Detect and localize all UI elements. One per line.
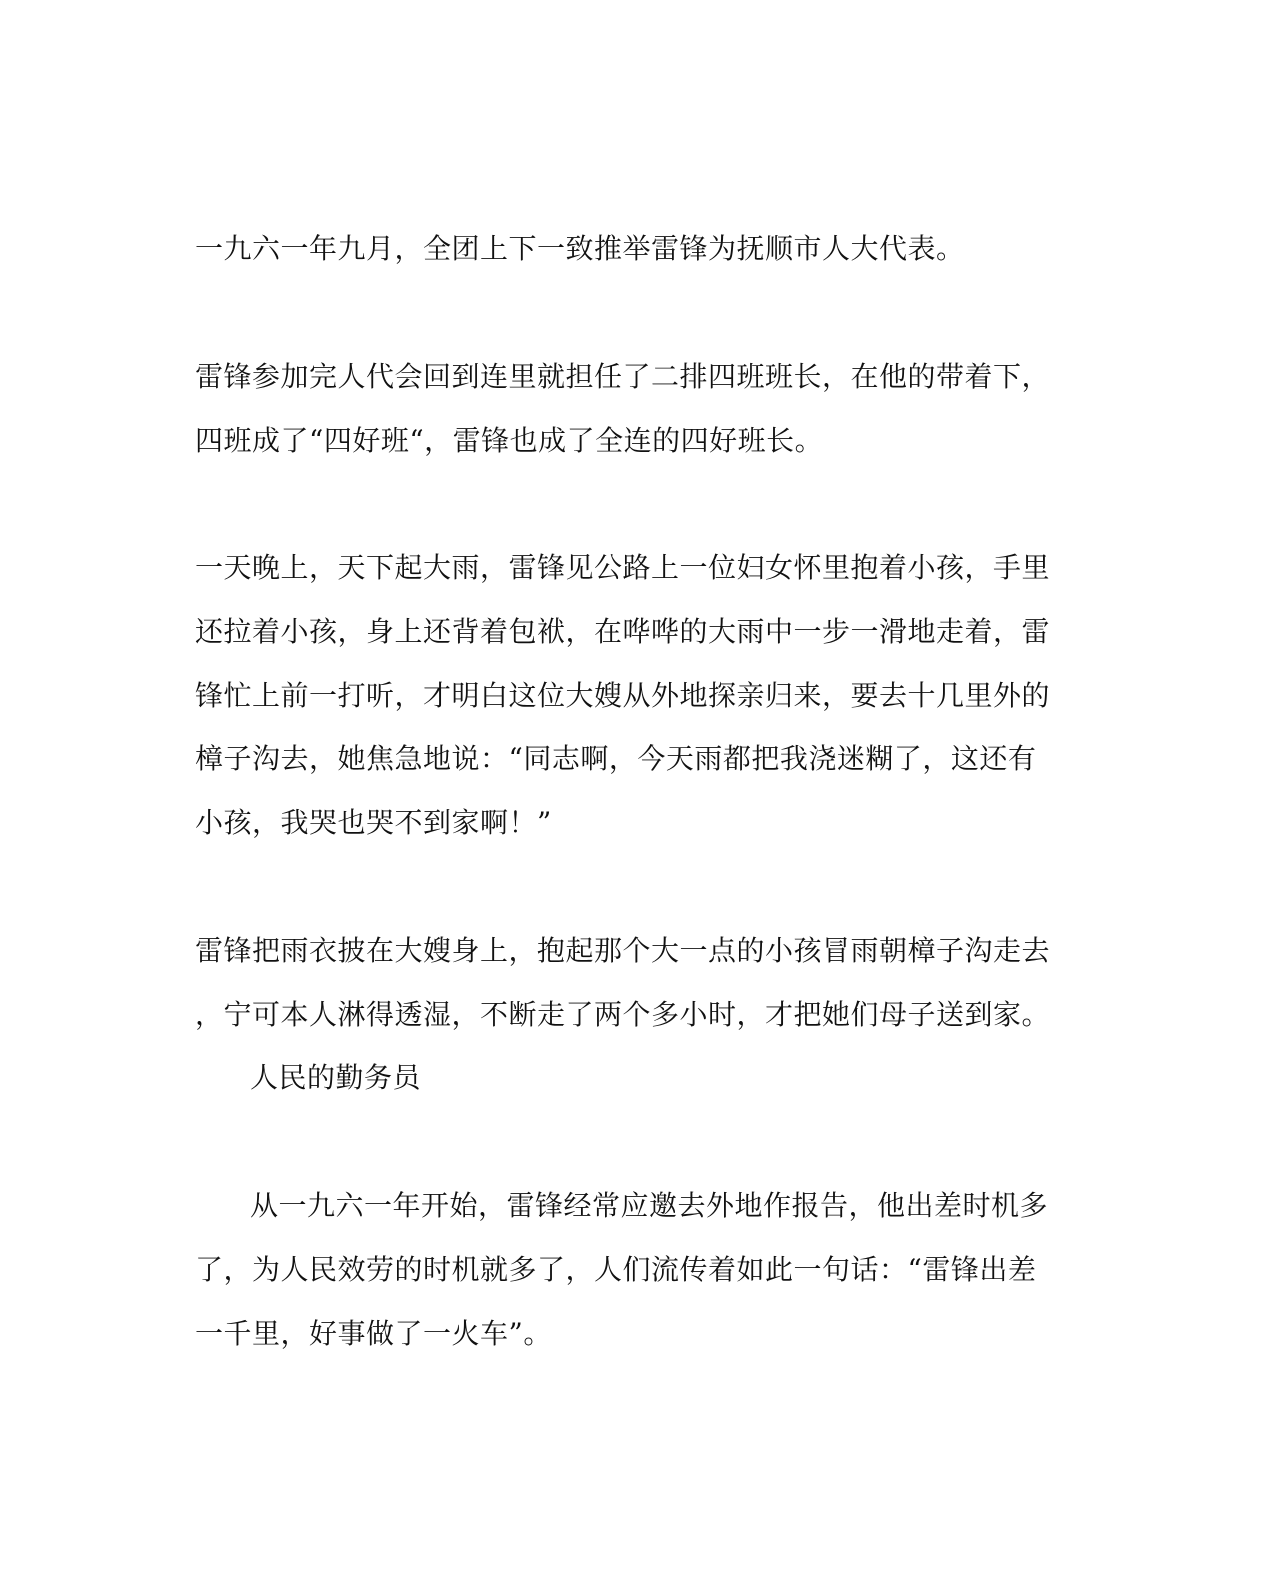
text-line: 雷锋把雨衣披在大嫂身上，抱起那个大一点的小孩冒雨朝樟子沟走去 xyxy=(195,934,1051,967)
text-line: 一千里，好事做了一火车”。 xyxy=(195,1317,552,1350)
text-line: 雷锋参加完人代会回到连里就担任了二排四班班长，在他的带着下， xyxy=(195,360,1051,393)
text-line: 了，为人民效劳的时机就多了，人们流传着如此一句话：“雷锋出差 xyxy=(195,1253,1037,1286)
text-line: 还拉着小孩，身上还背着包袱，在哗哗的大雨中一步一滑地走着，雷 xyxy=(195,615,1051,648)
text-line: 樟子沟去，她焦急地说：“同志啊，今天雨都把我浇迷糊了，这还有 xyxy=(195,742,1037,775)
text-line: 四班成了“四好班“，雷锋也成了全连的四好班长。 xyxy=(195,424,824,457)
text-line: 一天晚上，天下起大雨，雷锋见公路上一位妇女怀里抱着小孩，手里 xyxy=(195,551,1051,584)
text-line: 一九六一年九月，全团上下一致推举雷锋为抚顺市人大代表。 xyxy=(195,232,965,265)
section-heading: 人民的勤务员 xyxy=(250,1061,422,1094)
text-line: ，宁可本人淋得透湿，不断走了两个多小时，才把她们母子送到家。 xyxy=(195,998,1051,1031)
text-line: 从一九六一年开始，雷锋经常应邀去外地作报告，他出差时机多 xyxy=(250,1189,1049,1222)
text-line: 小孩，我哭也哭不到家啊！” xyxy=(195,806,552,839)
text-line: 锋忙上前一打听，才明白这位大嫂从外地探亲归来，要去十几里外的 xyxy=(195,679,1051,712)
